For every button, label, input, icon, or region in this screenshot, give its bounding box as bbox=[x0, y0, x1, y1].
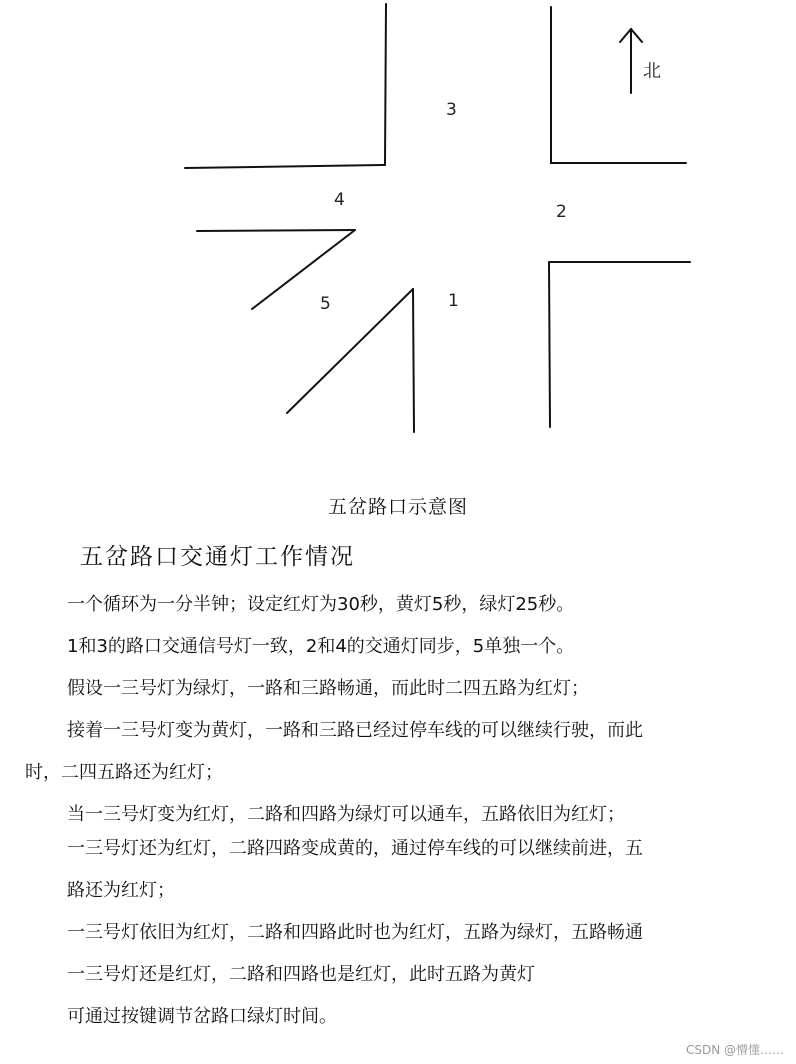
north-label: 北 bbox=[643, 61, 661, 82]
diagram-caption: 五岔路口示意图 bbox=[327, 496, 468, 518]
road-4-north-edge bbox=[185, 165, 385, 168]
paragraph-7: 一三号灯依旧为红灯，二路和四路此时也为红灯，五路为绿灯，五路畅通 bbox=[67, 922, 643, 943]
road-label-4: 4 bbox=[334, 190, 345, 210]
road-5-lower-edge bbox=[287, 289, 413, 413]
road-1-west-edge bbox=[413, 289, 414, 432]
paragraph-4-line-2: 时，二四五路还为红灯； bbox=[25, 762, 223, 783]
watermark: CSDN @懵懂…… bbox=[685, 1043, 784, 1057]
road-label-5: 5 bbox=[320, 294, 331, 314]
road-label-3: 3 bbox=[446, 100, 457, 120]
section-title: 五岔路口交通灯工作情况 bbox=[80, 544, 355, 570]
paragraph-6-line-1: 一三号灯还为红灯，二路四路变成黄的，通过停车线的可以继续前进，五 bbox=[67, 838, 643, 859]
paragraph-1: 一个循环为一分半钟；设定红灯为30秒，黄灯5秒，绿灯25秒。 bbox=[67, 594, 575, 615]
road-label-1: 1 bbox=[448, 291, 459, 311]
road-3-west-edge bbox=[385, 4, 386, 164]
road-5-upper-edge bbox=[252, 230, 355, 309]
paragraph-4-line-1: 接着一三号灯变为黄灯，一路和三路已经过停车线的可以继续行驶，而此 bbox=[67, 720, 643, 741]
paragraph-5: 当一三号灯变为红灯，二路和四路为绿灯可以通车，五路依旧为红灯； bbox=[67, 804, 625, 825]
road-1-east-edge bbox=[549, 262, 550, 427]
road-label-2: 2 bbox=[556, 202, 567, 222]
paragraph-8: 一三号灯还是红灯，二路和四路也是红灯，此时五路为黄灯 bbox=[67, 964, 535, 985]
paragraph-6-line-2: 路还为红灯； bbox=[67, 880, 175, 901]
intersection-diagram bbox=[0, 0, 796, 470]
paragraph-3: 假设一三号灯为绿灯，一路和三路畅通，而此时二四五路为红灯； bbox=[67, 678, 589, 699]
paragraph-2: 1和3的路口交通信号灯一致，2和4的交通灯同步，5单独一个。 bbox=[67, 636, 575, 657]
road-4-south-edge bbox=[197, 230, 355, 231]
paragraph-9: 可通过按键调节岔路口绿灯时间。 bbox=[67, 1006, 337, 1027]
